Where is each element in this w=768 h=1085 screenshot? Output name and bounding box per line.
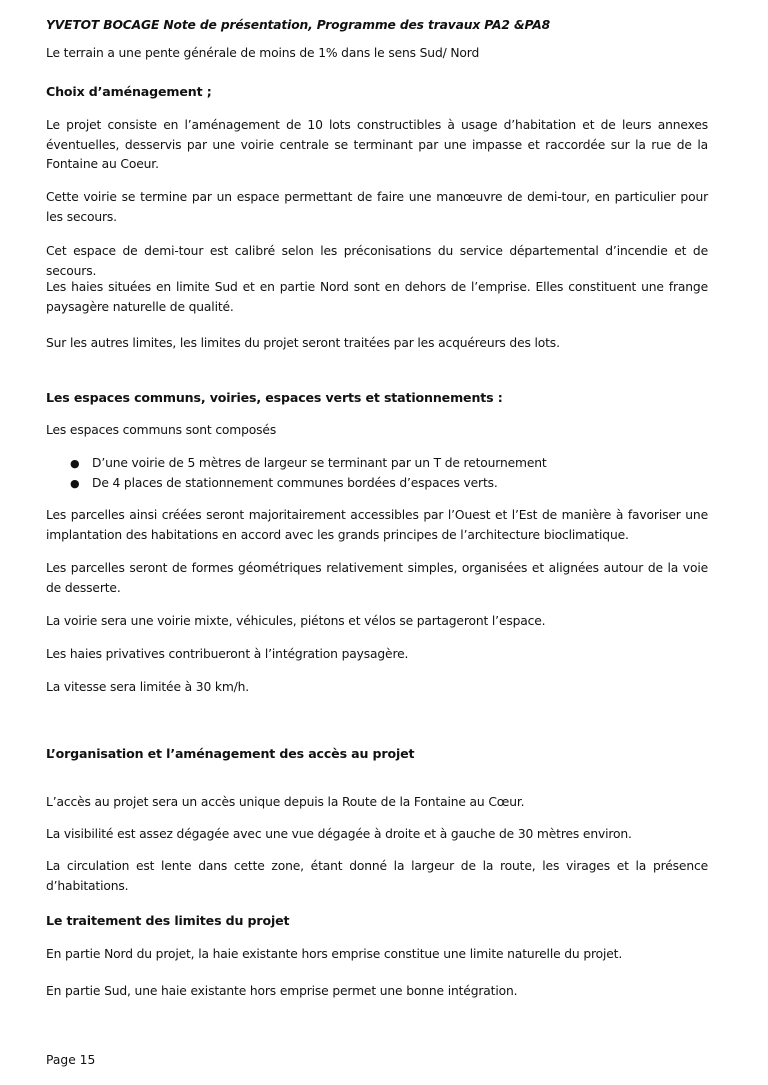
paragraph-parcelles-accessibles: Les parcelles ainsi créées seront majoritairement accessibles par l’Ouest et l’Est de manière à favoriser une implantation des habitations en accord avec les grands principes de l’architecture bioclimatique. bbox=[46, 508, 708, 542]
section-heading-acces: L’organisation et l’aménagement des accès au projet bbox=[46, 746, 415, 761]
paragraph-haies: Les haies situées en limite Sud et en partie Nord sont en dehors de l’emprise. Elles constituent une frange paysagère naturelle de qualité. bbox=[46, 280, 708, 314]
paragraph-voirie-demi-tour: Cette voirie se termine par un espace permettant de faire une manœuvre de demi-tour, en particulier pour les secours. bbox=[46, 190, 708, 224]
paragraph-voirie-mixte: La voirie sera une voirie mixte, véhicules, piétons et vélos se partageront l’espace. bbox=[46, 614, 546, 628]
running-header: YVETOT BOCAGE Note de présentation, Programme des travaux PA2 &PA8 bbox=[46, 18, 551, 32]
paragraph-partie-sud: En partie Sud, une haie existante hors emprise permet une bonne intégration. bbox=[46, 984, 518, 998]
bullet-icon: ● bbox=[70, 457, 80, 470]
list-item: ● D’une voirie de 5 mètres de largeur se terminant par un T de retournement bbox=[46, 454, 686, 474]
bullet-icon: ● bbox=[70, 476, 80, 490]
page-number: Page 15 bbox=[46, 1053, 96, 1067]
paragraph-autres-limites: Sur les autres limites, les limites du projet seront traitées par les acquéreurs des lots. bbox=[46, 336, 560, 350]
paragraph-circulation: La circulation est lente dans cette zone, étant donné la largeur de la route, les virages et la présence d’habitations. bbox=[46, 859, 708, 893]
paragraph-projet: Le projet consiste en l’aménagement de 10 lots constructibles à usage d’habitation et de leurs annexes éventuelles, desservis par une voirie centrale se terminant par une impasse et raccordée sur la rue de la Fontaine au Coeur. bbox=[46, 118, 708, 172]
paragraph-haies-privatives: Les haies privatives contribueront à l’intégration paysagère. bbox=[46, 647, 409, 661]
paragraph-parcelles-formes: Les parcelles seront de formes géométriques relativement simples, organisées et alignées autour de la voie de desserte. bbox=[46, 561, 708, 595]
paragraph-espaces-composes: Les espaces communs sont composés bbox=[46, 423, 277, 437]
section-heading-choix-amenagement: Choix d’aménagement ; bbox=[46, 84, 212, 99]
paragraph-espace-demi-tour: Cet espace de demi-tour est calibré selon les préconisations du service départemental d’incendie et de secours. bbox=[46, 244, 708, 278]
paragraph-partie-nord: En partie Nord du projet, la haie existante hors emprise constitue une limite naturelle du projet. bbox=[46, 947, 623, 961]
list-item: ● De 4 places de stationnement communes bordées d’espaces verts. bbox=[46, 474, 686, 494]
bullet-list bbox=[46, 454, 686, 493]
paragraph-acces-unique: L’accès au projet sera un accès unique depuis la Route de la Fontaine au Cœur. bbox=[46, 795, 525, 809]
section-heading-limites: Le traitement des limites du projet bbox=[46, 913, 290, 928]
intro-paragraph: Le terrain a une pente générale de moins de 1% dans le sens Sud/ Nord bbox=[46, 46, 480, 60]
section-heading-espaces-communs: Les espaces communs, voiries, espaces verts et stationnements : bbox=[46, 390, 503, 405]
paragraph-vitesse: La vitesse sera limitée à 30 km/h. bbox=[46, 680, 250, 694]
paragraph-visibilite: La visibilité est assez dégagée avec une vue dégagée à droite et à gauche de 30 mètres environ. bbox=[46, 827, 632, 841]
